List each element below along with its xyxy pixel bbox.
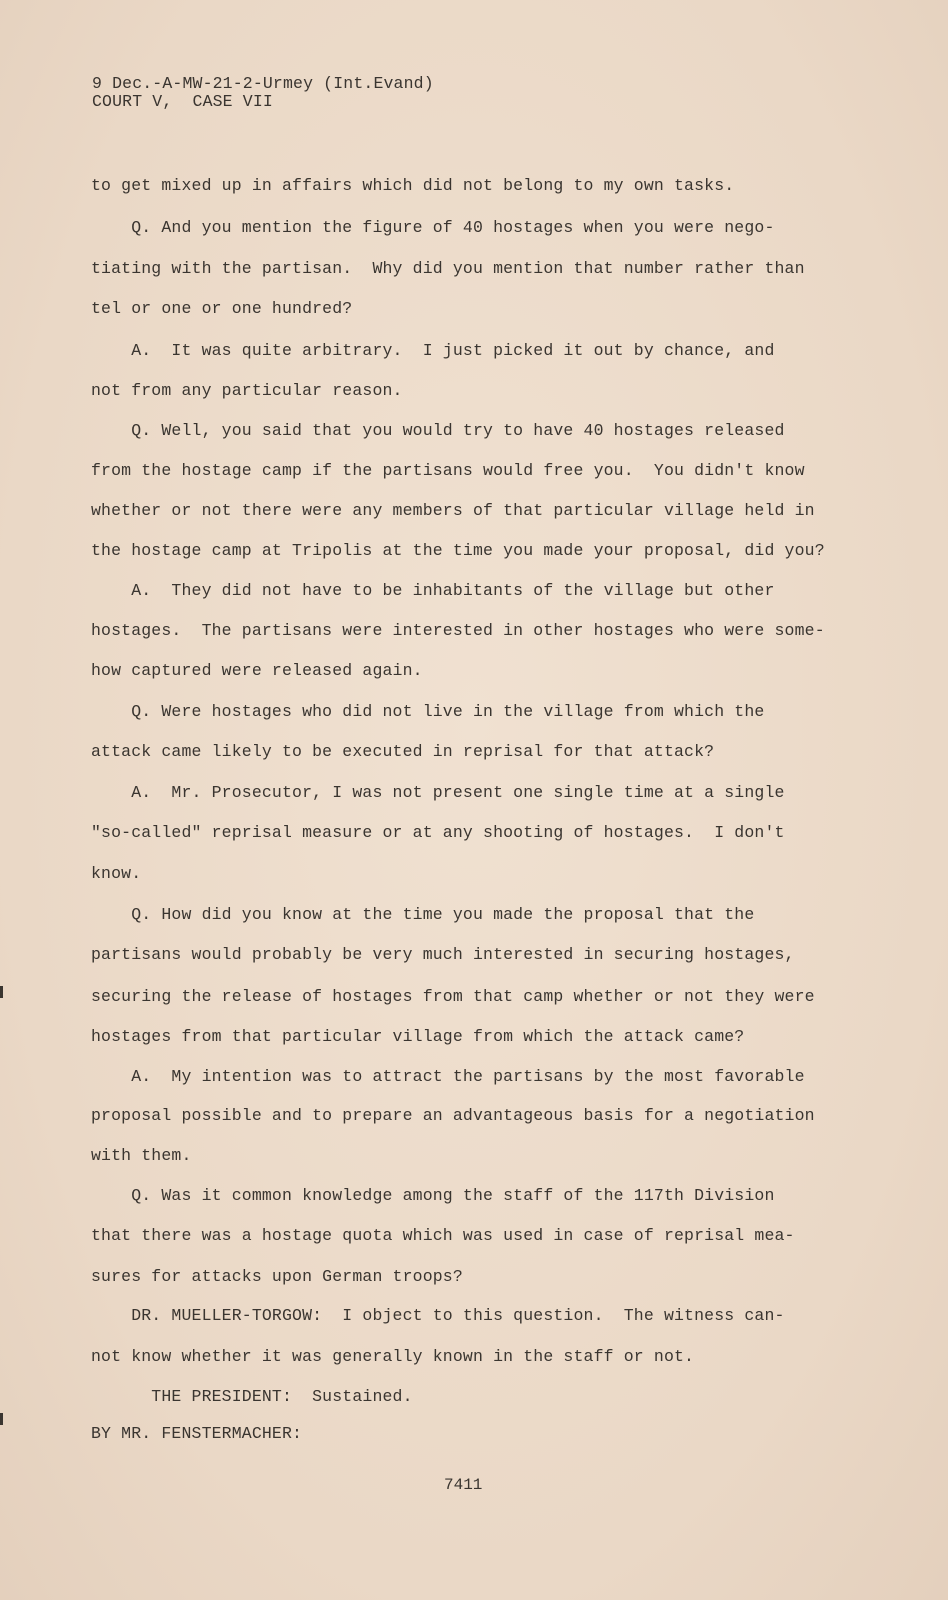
body-line: not know whether it was generally known in the staff or not. [91, 1347, 695, 1366]
body-line: attack came likely to be executed in reprisal for that attack? [91, 742, 715, 761]
body-line: that there was a hostage quota which was used in case of reprisal mea- [91, 1226, 795, 1245]
body-line: tel or one or one hundred? [91, 299, 353, 318]
body-line: A. Mr. Prosecutor, I was not present one single time at a single [91, 783, 785, 802]
body-line: proposal possible and to prepare an advantageous basis for a negotiation [91, 1106, 815, 1125]
header-line-2: COURT V, CASE VII [92, 92, 273, 111]
body-line: Q. Were hostages who did not live in the village from which the [91, 702, 765, 721]
body-line: partisans would probably be very much interested in securing hostages, [91, 945, 795, 964]
body-line: with them. [91, 1146, 192, 1165]
body-line: tiating with the partisan. Why did you mention that number rather than [91, 259, 805, 278]
body-line: from the hostage camp if the partisans would free you. You didn't know [91, 461, 805, 480]
body-line: hostages from that particular village from which the attack came? [91, 1027, 745, 1046]
body-line: the hostage camp at Tripolis at the time you made your proposal, did you? [91, 541, 825, 560]
left-edge-mark [0, 1413, 3, 1425]
body-line: how captured were released again. [91, 661, 423, 680]
left-edge-mark [0, 986, 3, 998]
page-number: 7411 [444, 1476, 483, 1494]
body-line: Q. How did you know at the time you made the proposal that the [91, 905, 755, 924]
body-line: DR. MUELLER-TORGOW: I object to this question. The witness can- [91, 1306, 785, 1325]
body-line: know. [91, 864, 142, 883]
body-line: THE PRESIDENT: Sustained. [91, 1387, 413, 1406]
body-line: Q. Well, you said that you would try to have 40 hostages released [91, 421, 785, 440]
body-line: BY MR. FENSTERMACHER: [91, 1424, 303, 1443]
header-line-1: 9 Dec.-A-MW-21-2-Urmey (Int.Evand) [92, 74, 434, 93]
body-line: Q. And you mention the figure of 40 hostages when you were nego- [91, 218, 775, 237]
body-line: securing the release of hostages from that camp whether or not they were [91, 987, 815, 1006]
body-line: to get mixed up in affairs which did not belong to my own tasks. [91, 176, 735, 195]
body-line: hostages. The partisans were interested in other hostages who were some- [91, 621, 825, 640]
body-line: not from any particular reason. [91, 381, 403, 400]
body-line: whether or not there were any members of that particular village held in [91, 501, 815, 520]
body-line: "so-called" reprisal measure or at any shooting of hostages. I don't [91, 823, 785, 842]
body-line: A. My intention was to attract the partisans by the most favorable [91, 1067, 805, 1086]
body-line: Q. Was it common knowledge among the staff of the 117th Division [91, 1186, 775, 1205]
body-line: A. It was quite arbitrary. I just picked it out by chance, and [91, 341, 775, 360]
body-line: sures for attacks upon German troops? [91, 1267, 463, 1286]
body-line: A. They did not have to be inhabitants of the village but other [91, 581, 775, 600]
